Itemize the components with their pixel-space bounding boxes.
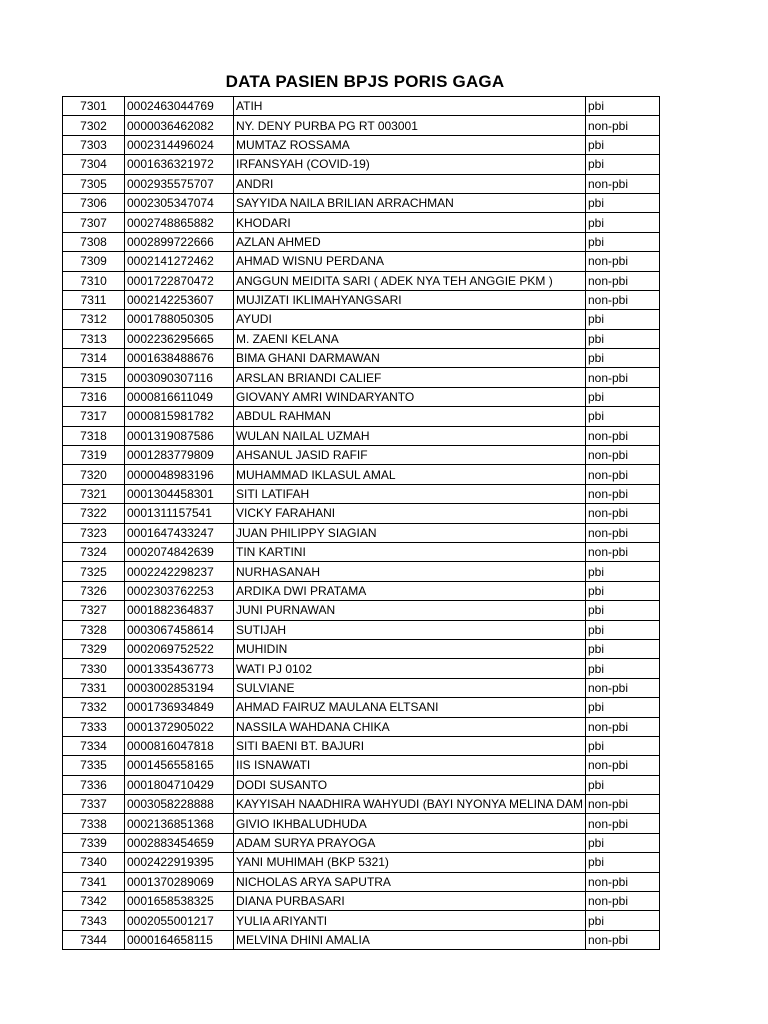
bpjs-number-cell: 0002236295665	[125, 329, 234, 348]
row-number-cell: 7344	[63, 930, 125, 949]
membership-type-cell: non-pbi	[585, 504, 659, 523]
membership-type-cell: pbi	[585, 736, 659, 755]
row-number-cell: 7307	[63, 213, 125, 232]
bpjs-number-cell: 0003067458614	[125, 620, 234, 639]
patient-name-cell: NASSILA WAHDANA CHIKA	[234, 717, 586, 736]
table-row	[63, 193, 660, 212]
membership-type-cell: non-pbi	[585, 252, 659, 271]
row-number-cell: 7320	[63, 465, 125, 484]
row-number-cell: 7343	[63, 911, 125, 930]
bpjs-number-cell: 0001335436773	[125, 659, 234, 678]
membership-type-cell: pbi	[585, 911, 659, 930]
table-row	[63, 542, 660, 561]
table-row	[63, 310, 660, 329]
row-number-cell: 7305	[63, 174, 125, 193]
row-number-cell: 7341	[63, 872, 125, 891]
bpjs-number-cell: 0001882364837	[125, 601, 234, 620]
membership-type-cell: pbi	[585, 349, 659, 368]
membership-type-cell: pbi	[585, 833, 659, 852]
table-row	[63, 504, 660, 523]
membership-type-cell: pbi	[585, 562, 659, 581]
bpjs-number-cell: 0001370289069	[125, 872, 234, 891]
bpjs-number-cell: 0000048983196	[125, 465, 234, 484]
membership-type-cell: pbi	[585, 698, 659, 717]
bpjs-number-cell: 0002935575707	[125, 174, 234, 193]
bpjs-number-cell: 0001304458301	[125, 484, 234, 503]
table-row	[63, 639, 660, 658]
row-number-cell: 7301	[63, 97, 125, 116]
bpjs-number-cell: 0002748865882	[125, 213, 234, 232]
patient-name-cell: ANGGUN MEIDITA SARI ( ADEK NYA TEH ANGGIE PKM )	[234, 271, 586, 290]
row-number-cell: 7312	[63, 310, 125, 329]
table-row	[63, 155, 660, 174]
membership-type-cell: pbi	[585, 620, 659, 639]
bpjs-number-cell: 0002303762253	[125, 581, 234, 600]
row-number-cell: 7340	[63, 853, 125, 872]
bpjs-number-cell: 0002069752522	[125, 639, 234, 658]
bpjs-number-cell: 0000816611049	[125, 387, 234, 406]
patient-name-cell: KAYYISAH NAADHIRA WAHYUDI (BAYI NYONYA MELINA DAM	[234, 795, 586, 814]
table-row	[63, 562, 660, 581]
bpjs-number-cell: 0002242298237	[125, 562, 234, 581]
row-number-cell: 7321	[63, 484, 125, 503]
table-row	[63, 775, 660, 794]
bpjs-number-cell: 0002074842639	[125, 542, 234, 561]
table-row	[63, 116, 660, 135]
patient-name-cell: ADAM SURYA PRAYOGA	[234, 833, 586, 852]
table-row	[63, 814, 660, 833]
patient-name-cell: GIOVANY AMRI WINDARYANTO	[234, 387, 586, 406]
bpjs-number-cell: 0000164658115	[125, 930, 234, 949]
patient-name-cell: AHMAD WISNU PERDANA	[234, 252, 586, 271]
membership-type-cell: pbi	[585, 193, 659, 212]
row-number-cell: 7337	[63, 795, 125, 814]
patient-table	[62, 96, 660, 950]
membership-type-cell: pbi	[585, 581, 659, 600]
patient-name-cell: ABDUL RAHMAN	[234, 407, 586, 426]
bpjs-number-cell: 0002463044769	[125, 97, 234, 116]
table-row	[63, 213, 660, 232]
row-number-cell: 7326	[63, 581, 125, 600]
row-number-cell: 7342	[63, 892, 125, 911]
membership-type-cell: non-pbi	[585, 368, 659, 387]
bpjs-number-cell: 0001736934849	[125, 698, 234, 717]
patient-name-cell: JUAN PHILIPPY SIAGIAN	[234, 523, 586, 542]
patient-name-cell: YULIA ARIYANTI	[234, 911, 586, 930]
membership-type-cell: non-pbi	[585, 446, 659, 465]
patient-name-cell: AYUDI	[234, 310, 586, 329]
patient-name-cell: AZLAN AHMED	[234, 232, 586, 251]
bpjs-number-cell: 0001372905022	[125, 717, 234, 736]
patient-name-cell: MUMTAZ ROSSAMA	[234, 135, 586, 154]
membership-type-cell: pbi	[585, 135, 659, 154]
row-number-cell: 7317	[63, 407, 125, 426]
membership-type-cell: non-pbi	[585, 290, 659, 309]
table-row	[63, 135, 660, 154]
membership-type-cell: pbi	[585, 601, 659, 620]
row-number-cell: 7330	[63, 659, 125, 678]
membership-type-cell: pbi	[585, 639, 659, 658]
membership-type-cell: non-pbi	[585, 484, 659, 503]
patient-name-cell: ANDRI	[234, 174, 586, 193]
patient-name-cell: ARDIKA DWI PRATAMA	[234, 581, 586, 600]
membership-type-cell: pbi	[585, 155, 659, 174]
table-row	[63, 833, 660, 852]
membership-type-cell: pbi	[585, 853, 659, 872]
row-number-cell: 7318	[63, 426, 125, 445]
row-number-cell: 7302	[63, 116, 125, 135]
patient-name-cell: SUTIJAH	[234, 620, 586, 639]
patient-name-cell: VICKY FARAHANI	[234, 504, 586, 523]
table-row	[63, 659, 660, 678]
bpjs-number-cell: 0001319087586	[125, 426, 234, 445]
row-number-cell: 7332	[63, 698, 125, 717]
bpjs-number-cell: 0002055001217	[125, 911, 234, 930]
table-row	[63, 581, 660, 600]
table-row	[63, 601, 660, 620]
patient-name-cell: ATIH	[234, 97, 586, 116]
bpjs-number-cell: 0002136851368	[125, 814, 234, 833]
row-number-cell: 7335	[63, 756, 125, 775]
patient-name-cell: DODI SUSANTO	[234, 775, 586, 794]
patient-name-cell: KHODARI	[234, 213, 586, 232]
patient-name-cell: MUHAMMAD IKLASUL AMAL	[234, 465, 586, 484]
row-number-cell: 7315	[63, 368, 125, 387]
table-row	[63, 446, 660, 465]
membership-type-cell: non-pbi	[585, 814, 659, 833]
row-number-cell: 7325	[63, 562, 125, 581]
table-row	[63, 678, 660, 697]
bpjs-number-cell: 0002422919395	[125, 853, 234, 872]
membership-type-cell: pbi	[585, 387, 659, 406]
row-number-cell: 7327	[63, 601, 125, 620]
row-number-cell: 7338	[63, 814, 125, 833]
row-number-cell: 7322	[63, 504, 125, 523]
row-number-cell: 7306	[63, 193, 125, 212]
page-title: DATA PASIEN BPJS PORIS GAGA	[225, 72, 505, 91]
patient-name-cell: SULVIANE	[234, 678, 586, 697]
patient-name-cell: NICHOLAS ARYA SAPUTRA	[234, 872, 586, 891]
table-row	[63, 465, 660, 484]
row-number-cell: 7324	[63, 542, 125, 561]
membership-type-cell: pbi	[585, 329, 659, 348]
row-number-cell: 7319	[63, 446, 125, 465]
membership-type-cell: non-pbi	[585, 872, 659, 891]
table-row	[63, 523, 660, 542]
membership-type-cell: non-pbi	[585, 465, 659, 484]
patient-name-cell: DIANA PURBASARI	[234, 892, 586, 911]
membership-type-cell: pbi	[585, 775, 659, 794]
bpjs-number-cell: 0003002853194	[125, 678, 234, 697]
table-row	[63, 329, 660, 348]
row-number-cell: 7310	[63, 271, 125, 290]
table-row	[63, 853, 660, 872]
patient-name-cell: JUNI PURNAWAN	[234, 601, 586, 620]
membership-type-cell: non-pbi	[585, 795, 659, 814]
row-number-cell: 7329	[63, 639, 125, 658]
patient-name-cell: IRFANSYAH (COVID-19)	[234, 155, 586, 174]
membership-type-cell: non-pbi	[585, 523, 659, 542]
row-number-cell: 7308	[63, 232, 125, 251]
table-row	[63, 368, 660, 387]
patient-name-cell: MELVINA DHINI AMALIA	[234, 930, 586, 949]
membership-type-cell: pbi	[585, 407, 659, 426]
bpjs-number-cell: 0001647433247	[125, 523, 234, 542]
bpjs-number-cell: 0002883454659	[125, 833, 234, 852]
patient-name-cell: M. ZAENI KELANA	[234, 329, 586, 348]
bpjs-number-cell: 0001638488676	[125, 349, 234, 368]
bpjs-number-cell: 0001804710429	[125, 775, 234, 794]
bpjs-number-cell: 0003090307116	[125, 368, 234, 387]
table-row	[63, 717, 660, 736]
membership-type-cell: non-pbi	[585, 174, 659, 193]
patient-name-cell: SITI BAENI BT. BAJURI	[234, 736, 586, 755]
table-row	[63, 930, 660, 949]
membership-type-cell: pbi	[585, 659, 659, 678]
membership-type-cell: non-pbi	[585, 892, 659, 911]
row-number-cell: 7336	[63, 775, 125, 794]
patient-name-cell: BIMA GHANI DARMAWAN	[234, 349, 586, 368]
bpjs-number-cell: 0002305347074	[125, 193, 234, 212]
patient-name-cell: IIS ISNAWATI	[234, 756, 586, 775]
bpjs-number-cell: 0001722870472	[125, 271, 234, 290]
bpjs-number-cell: 0001658538325	[125, 892, 234, 911]
bpjs-number-cell: 0001283779809	[125, 446, 234, 465]
patient-name-cell: NY. DENY PURBA PG RT 003001	[234, 116, 586, 135]
table-row	[63, 736, 660, 755]
row-number-cell: 7313	[63, 329, 125, 348]
membership-type-cell: pbi	[585, 310, 659, 329]
row-number-cell: 7339	[63, 833, 125, 852]
row-number-cell: 7309	[63, 252, 125, 271]
patient-name-cell: GIVIO IKHBALUDHUDA	[234, 814, 586, 833]
table-row	[63, 620, 660, 639]
patient-name-cell: MUHIDIN	[234, 639, 586, 658]
bpjs-number-cell: 0002142253607	[125, 290, 234, 309]
bpjs-number-cell: 0000815981782	[125, 407, 234, 426]
table-row	[63, 407, 660, 426]
table-row	[63, 174, 660, 193]
table-row	[63, 349, 660, 368]
row-number-cell: 7333	[63, 717, 125, 736]
row-number-cell: 7328	[63, 620, 125, 639]
table-row	[63, 911, 660, 930]
membership-type-cell: non-pbi	[585, 717, 659, 736]
membership-type-cell: non-pbi	[585, 426, 659, 445]
membership-type-cell: non-pbi	[585, 756, 659, 775]
row-number-cell: 7331	[63, 678, 125, 697]
membership-type-cell: pbi	[585, 232, 659, 251]
membership-type-cell: pbi	[585, 97, 659, 116]
table-row	[63, 97, 660, 116]
table-row	[63, 290, 660, 309]
bpjs-number-cell: 0002314496024	[125, 135, 234, 154]
patient-name-cell: AHSANUL JASID RAFIF	[234, 446, 586, 465]
bpjs-number-cell: 0003058228888	[125, 795, 234, 814]
membership-type-cell: non-pbi	[585, 542, 659, 561]
patient-name-cell: TIN KARTINI	[234, 542, 586, 561]
row-number-cell: 7334	[63, 736, 125, 755]
membership-type-cell: non-pbi	[585, 930, 659, 949]
bpjs-number-cell: 0000816047818	[125, 736, 234, 755]
patient-name-cell: WULAN NAILAL UZMAH	[234, 426, 586, 445]
patient-name-cell: YANI MUHIMAH (BKP 5321)	[234, 853, 586, 872]
table-row	[63, 387, 660, 406]
table-row	[63, 271, 660, 290]
table-row	[63, 872, 660, 891]
table-row	[63, 232, 660, 251]
bpjs-number-cell: 0002899722666	[125, 232, 234, 251]
bpjs-number-cell: 0000036462082	[125, 116, 234, 135]
row-number-cell: 7311	[63, 290, 125, 309]
patient-name-cell: SAYYIDA NAILA BRILIAN ARRACHMAN	[234, 193, 586, 212]
patient-name-cell: SITI LATIFAH	[234, 484, 586, 503]
row-number-cell: 7323	[63, 523, 125, 542]
table-row	[63, 484, 660, 503]
row-number-cell: 7314	[63, 349, 125, 368]
row-number-cell: 7316	[63, 387, 125, 406]
row-number-cell: 7304	[63, 155, 125, 174]
membership-type-cell: non-pbi	[585, 116, 659, 135]
table-row	[63, 892, 660, 911]
table-row	[63, 252, 660, 271]
bpjs-number-cell: 0001311157541	[125, 504, 234, 523]
table-row	[63, 698, 660, 717]
bpjs-number-cell: 0001636321972	[125, 155, 234, 174]
patient-name-cell: NURHASANAH	[234, 562, 586, 581]
table-row	[63, 756, 660, 775]
table-row	[63, 426, 660, 445]
membership-type-cell: non-pbi	[585, 678, 659, 697]
patient-name-cell: ARSLAN BRIANDI CALIEF	[234, 368, 586, 387]
table-row	[63, 795, 660, 814]
patient-name-cell: MUJIZATI IKLIMAHYANGSARI	[234, 290, 586, 309]
bpjs-number-cell: 0001456558165	[125, 756, 234, 775]
membership-type-cell: non-pbi	[585, 271, 659, 290]
patient-table-body	[63, 97, 660, 950]
bpjs-number-cell: 0002141272462	[125, 252, 234, 271]
patient-name-cell: AHMAD FAIRUZ MAULANA ELTSANI	[234, 698, 586, 717]
bpjs-number-cell: 0001788050305	[125, 310, 234, 329]
membership-type-cell: pbi	[585, 213, 659, 232]
row-number-cell: 7303	[63, 135, 125, 154]
patient-name-cell: WATI PJ 0102	[234, 659, 586, 678]
